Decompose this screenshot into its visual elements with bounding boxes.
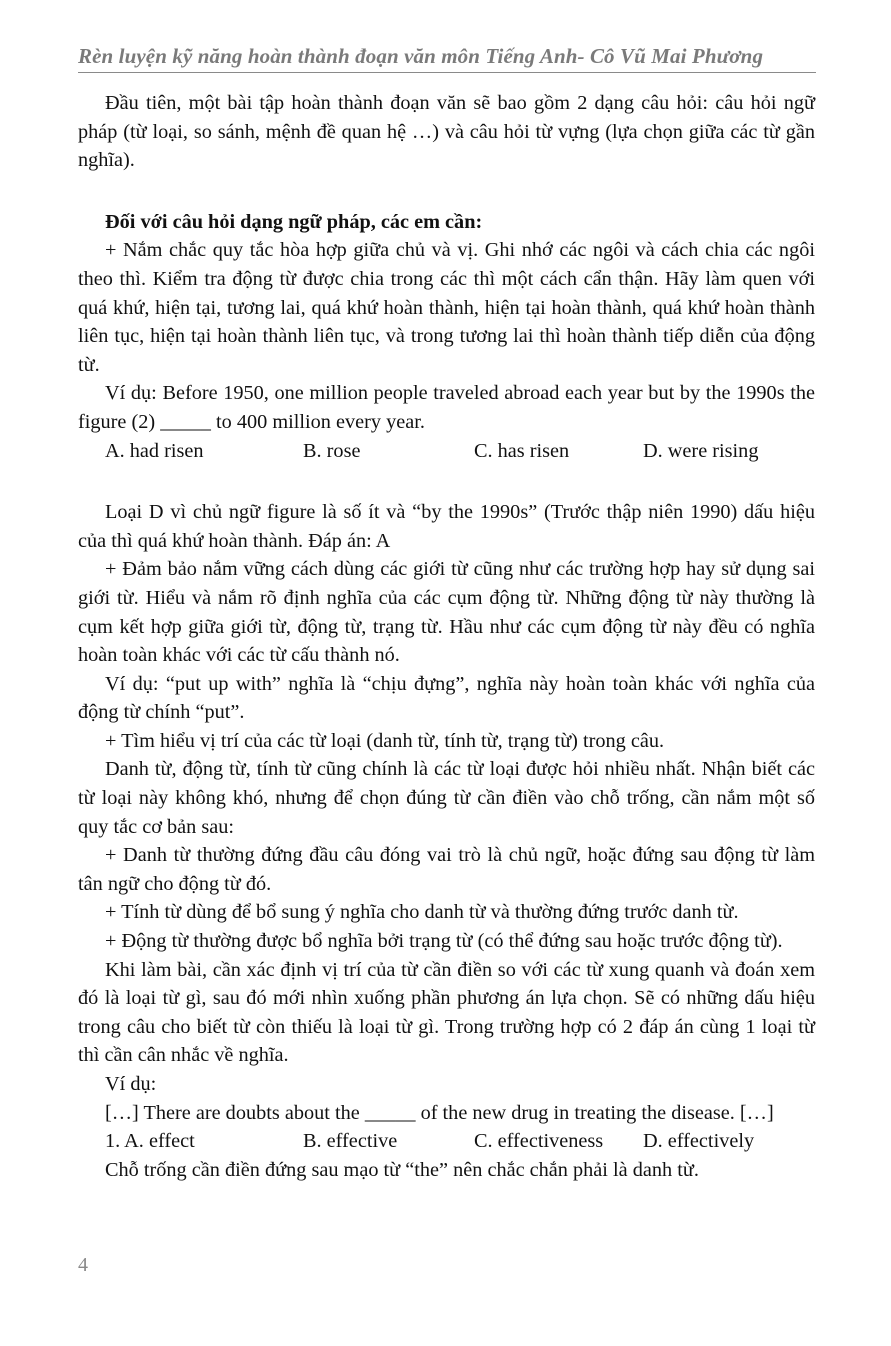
paragraph: + Danh từ thường đứng đầu câu đóng vai trò là chủ ngữ, hoặc đứng sau động từ làm tân ngữ cho động từ đó.	[78, 844, 815, 895]
option-a: 1. A. effect	[105, 1130, 195, 1153]
answer-options	[78, 1127, 815, 1156]
paragraph: Đầu tiên, một bài tập hoàn thành đoạn văn sẽ bao gồm 2 dạng câu hỏi: câu hỏi ngữ pháp (từ loại, so sánh, mệnh đề quan hệ …) và câu hỏi từ vựng (lựa chọn giữa các từ gần nghĩa).	[78, 92, 815, 172]
option-d: D. effectively	[643, 1130, 755, 1153]
header-rule	[78, 72, 816, 73]
option-a: A. had risen	[105, 439, 204, 462]
section-heading: Đối với câu hỏi dạng ngữ pháp, các em cần:	[105, 210, 483, 233]
option-d: D. were rising	[643, 439, 759, 462]
page-number: 4	[78, 1254, 88, 1276]
paragraph: Khi làm bài, cần xác định vị trí của từ cần điền so với các từ xung quanh và đoán xem đó là loại từ gì, sau đó mới nhìn xuống phần phương án lựa chọn. Sẽ có những dấu hiệu trong câu cho biết từ còn thiếu là loại từ gì. Trong trường hợp có 2 đáp án cùng 1 loại từ thì cần cân nhắc về nghĩa.	[78, 958, 815, 1067]
paragraph: Chỗ trống cần điền đứng sau mạo từ “the” nên chắc chắn phải là danh từ.	[105, 1158, 699, 1181]
example: […] There are doubts about the _____ of the new drug in treating the disease. […]	[105, 1101, 774, 1124]
answer-options	[78, 437, 815, 466]
option-b: B. effective	[303, 1130, 398, 1153]
option-c: C. effectiveness	[474, 1130, 604, 1153]
paragraph: Danh từ, động từ, tính từ cũng chính là các từ loại được hỏi nhiều nhất. Nhận biết các từ loại này không khó, nhưng để chọn đúng từ cần điền vào chỗ trống, cần nắm một số quy tắc cơ bản sau:	[78, 758, 815, 838]
example: Ví dụ: Before 1950, one million people traveled abroad each year but by the 1990s the figure (2) _____ to 400 million every year.	[78, 382, 815, 433]
example: Ví dụ: “put up with” nghĩa là “chịu đựng”, nghĩa này hoàn toàn khác với nghĩa của động từ chính “put”.	[78, 672, 815, 724]
paragraph: + Động từ thường được bổ nghĩa bởi trạng từ (có thể đứng sau hoặc trước động từ).	[105, 930, 783, 953]
running-header: Rèn luyện kỹ năng hoàn thành đoạn văn môn Tiếng Anh- Cô Vũ Mai Phương	[78, 44, 764, 68]
page-body	[78, 89, 815, 1184]
paragraph: + Đảm bảo nắm vững cách dùng các giới từ cũng như các trường hợp hay sử dụng sai giới từ. Hiểu và nắm rõ định nghĩa của các cụm động từ. Những động từ này thường là cụm kết hợp giữa giới từ, động từ, trạng từ. Hầu như các cụm động từ này đều có nghĩa hoàn toàn khác với các từ cấu thành nó.	[78, 558, 815, 667]
paragraph: + Nắm chắc quy tắc hòa hợp giữa chủ và vị. Ghi nhớ các ngôi và cách chia các ngôi theo thì. Kiểm tra động từ được chia trong các thì một cách cẩn thận. Hãy làm quen với quá khứ, hiện tại, tương lai, quá khứ hoàn thành, hiện tại hoàn thành, quá khứ hoàn thành liên tục, hiện tại hoàn thành liên tục, và trong tương lai thì hoàn thành tiếp diễn của động từ.	[78, 239, 815, 376]
paragraph: + Tìm hiểu vị trí của các từ loại (danh từ, tính từ, trạng từ) trong câu.	[105, 729, 665, 752]
paragraph: + Tính từ dùng để bổ sung ý nghĩa cho danh từ và thường đứng trước danh từ.	[105, 901, 739, 924]
example-label: Ví dụ:	[105, 1073, 157, 1095]
option-b: B. rose	[303, 439, 361, 462]
paragraph: Loại D vì chủ ngữ figure là số ít và “by the 1990s” (Trước thập niên 1990) dấu hiệu của thì quá khứ hoàn thành. Đáp án: A	[78, 501, 815, 552]
option-c: C. has risen	[474, 439, 570, 462]
